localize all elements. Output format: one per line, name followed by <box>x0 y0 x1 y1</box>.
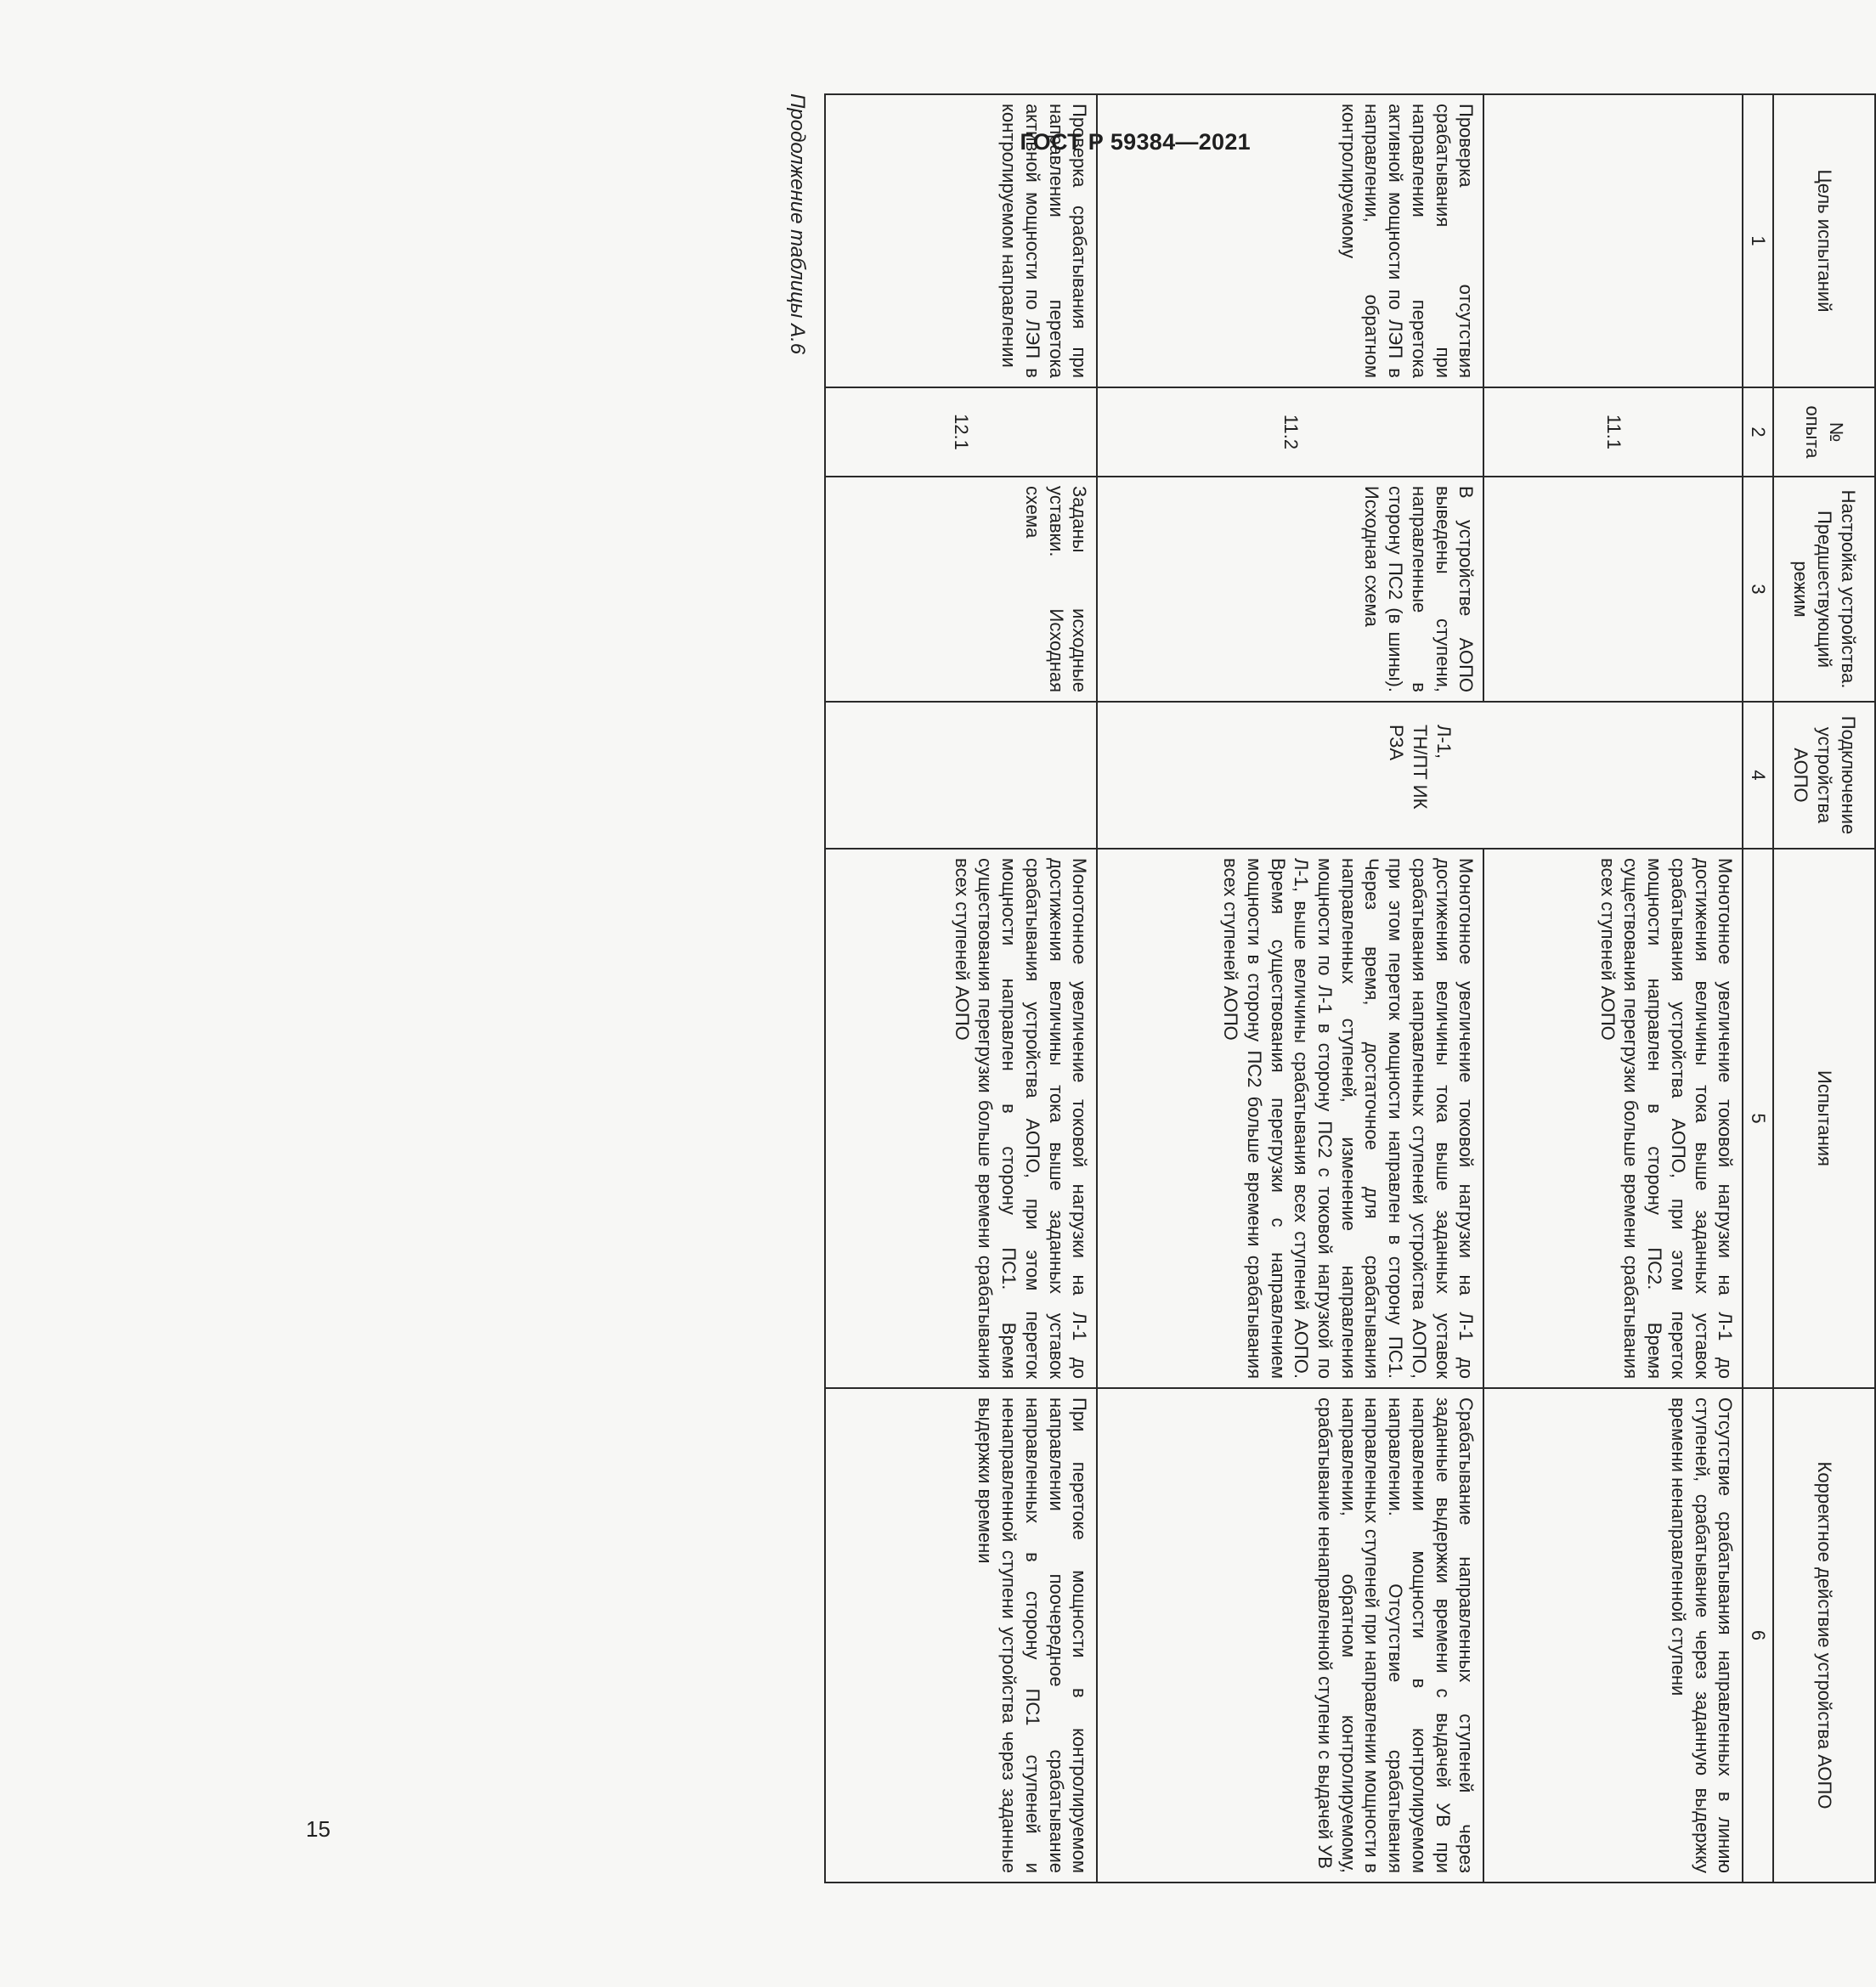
connection-line: Л-1, <box>1432 725 1455 759</box>
test-number-cell: 11.2 <box>1097 387 1483 477</box>
expected-result-cell: Отсутствие срабатывания направленных в линию ступеней, срабатывание через заданную выдержку времени ненаправленной ступени <box>1483 1388 1743 1883</box>
header-test: Испытания <box>1773 849 1875 1388</box>
header-result: Корректное действие устройства АОПО <box>1773 1388 1875 1883</box>
setup-cell: Заданы исходные уставки. Исходная схема <box>825 477 1097 702</box>
test-number-cell: 11.1 <box>1483 387 1743 477</box>
header-test-no: № опыта <box>1773 387 1875 477</box>
purpose-cell: Проверка срабатывания при направлении перетока активной мощности по ЛЭП в контролируемом направлении <box>825 94 1097 387</box>
rotated-table-block <box>720 93 1876 1882</box>
table-header-row <box>1773 94 1875 1883</box>
column-number: 2 <box>1743 387 1773 477</box>
purpose-cell <box>1483 94 1743 387</box>
header-purpose: Цель испытаний <box>1773 94 1875 387</box>
table-row <box>1097 94 1483 1883</box>
test-description-cell: Монотонное увеличение токовой нагрузки на Л-1 до достижения величины тока выше заданных уставок срабатывания направленных ступеней устройства АОПО, при этом переток мощности направлен в сторону ПС1. Через время, достаточное для срабатывания направленных ступеней, изменение направления мощности по Л-1 в сторону ПС2 с токовой нагрузкой по Л-1, выше величины срабатывания всех ступеней АОПО. Время существования перегрузки с направлением мощности в сторону ПС2 больше времени срабатывания всех ступеней АОПО <box>1097 849 1483 1388</box>
connection-cell-empty <box>825 702 1097 849</box>
column-number-row <box>1743 94 1773 1883</box>
header-connection: Подключение устройства АОПО <box>1773 702 1875 849</box>
purpose-cell: Проверка отсутствия срабатывания при направлении перетока активной мощности по ЛЭП в направлении, обратном контролируемому <box>1097 94 1483 387</box>
column-number: 5 <box>1743 849 1773 1388</box>
column-number: 6 <box>1743 1388 1773 1883</box>
connection-channels: ТН/ПТ ИК РЗА <box>1386 725 1432 810</box>
header-setup: Настройка устройства. Предшествующий режим <box>1773 477 1875 702</box>
test-number-cell: 12.1 <box>825 387 1097 477</box>
column-number: 3 <box>1743 477 1773 702</box>
test-table <box>824 93 1876 1883</box>
table-row <box>1483 94 1743 1883</box>
table-continuation-label: Продолжение таблицы А.6 <box>786 93 809 355</box>
page-number: 15 <box>306 1816 331 1842</box>
column-number: 1 <box>1743 94 1773 387</box>
test-description-cell: Монотонное увеличение токовой нагрузки на Л-1 до достижения величины тока выше заданных уставок срабатывания устройства АОПО, при этом переток мощности направлен в сторону ПС2. Время существования перегрузки больше времени срабатывания всех ступеней АОПО <box>1483 849 1743 1388</box>
connection-cell <box>1097 702 1743 849</box>
expected-result-cell: Срабатывание направленных ступеней через заданные выдержки времени с выдачей УВ при направлении мощности в контролируемом направлении. Отсутствие срабатывания направленных ступеней при направлении мощности в направлении, обратном контролируемому, срабатывание ненаправленной ступени с выдачей УВ <box>1097 1388 1483 1883</box>
table-row <box>825 94 1097 1883</box>
setup-cell <box>1483 477 1743 702</box>
document-code: ГОСТ Р 59384—2021 <box>1020 129 1251 155</box>
column-number: 4 <box>1743 702 1773 849</box>
test-description-cell: Монотонное увеличение токовой нагрузки на Л-1 до достижения величины тока выше заданных уставок срабатывания устройства АОПО, при этом переток мощности направлен в сторону ПС1. Время существования перегрузки больше времени срабатывания всех ступеней АОПО <box>825 849 1097 1388</box>
setup-cell: В устройстве АОПО выведены ступени, направленные в сторону ПС2 (в шины). Исходная схема <box>1097 477 1483 702</box>
expected-result-cell: При перетоке мощности в контролируемом направлении поочередное срабатывание направленных в сторону ПС1 ступеней и ненаправленной ступени устройства через заданные выдержки времени <box>825 1388 1097 1883</box>
